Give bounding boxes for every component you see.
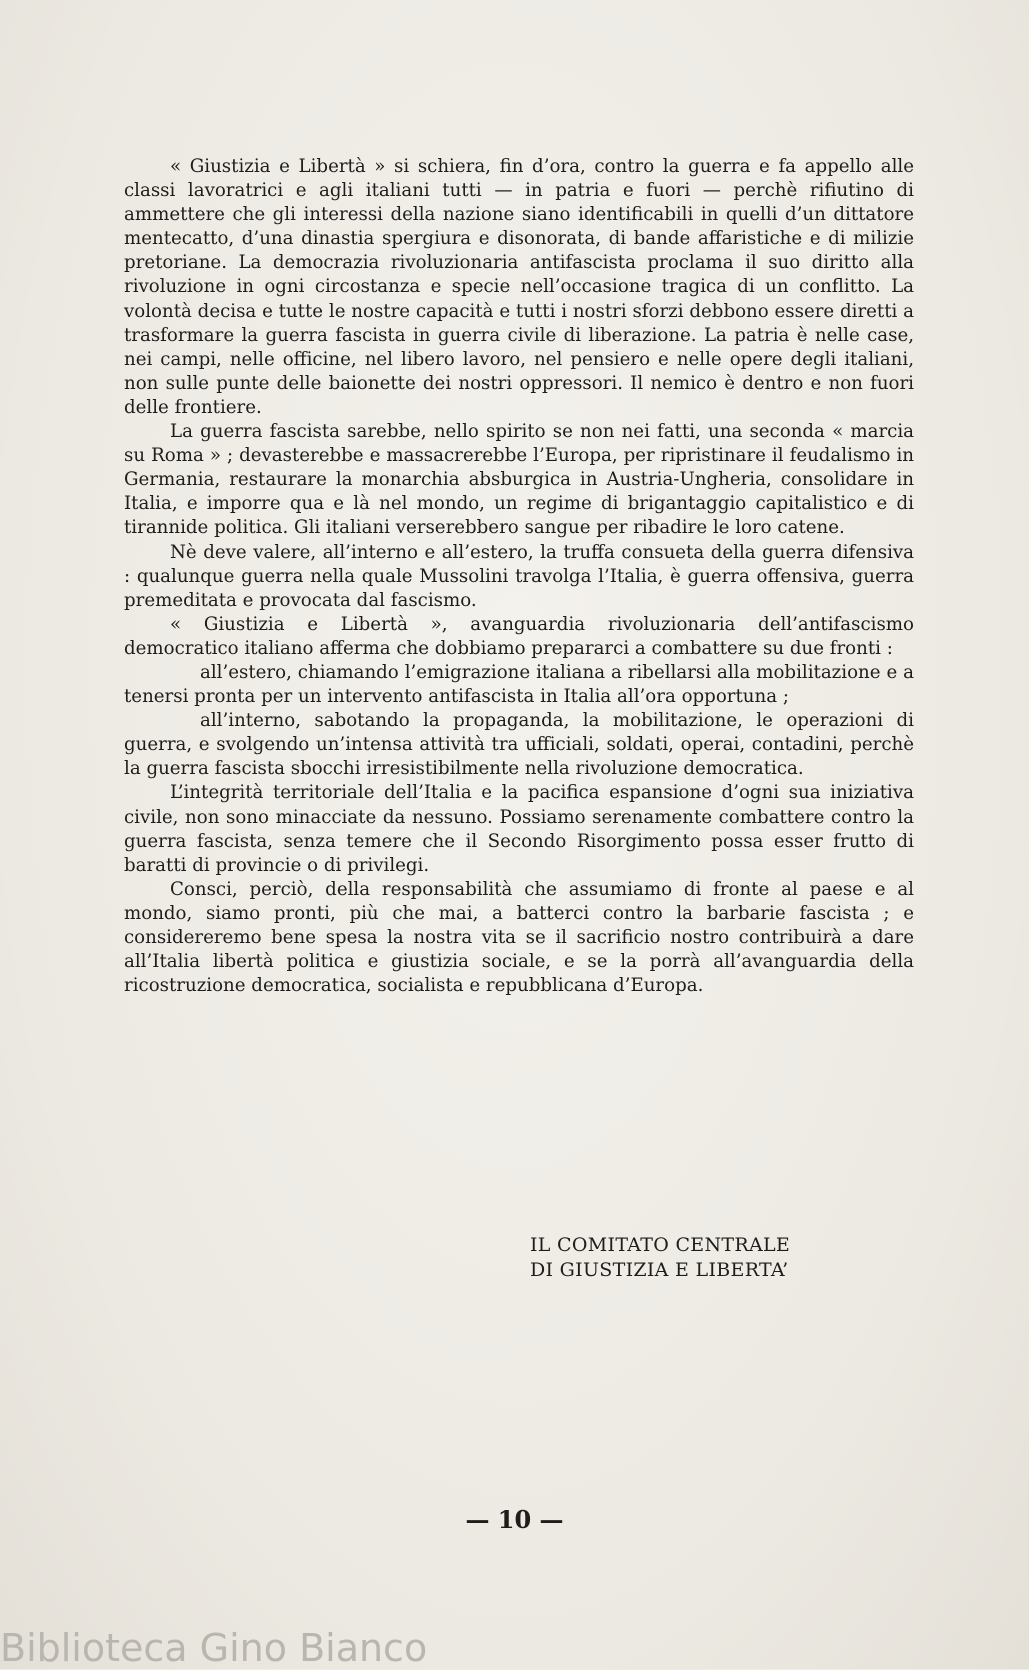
paragraph-7: L’integrità territoriale dell’Italia e la pacifica espansione d’ogni sua iniziativa civile, non sono minacciate da nessuno. Possiamo serenamente combattere contro la guerra fascista, senza temere che il Secondo Risorgimento possa esser frutto di baratti di provincie o di privilegi.	[124, 782, 914, 876]
signature-line-2: DI GIUSTIZIA E LIBERTA’	[530, 1259, 789, 1281]
paragraph-5: all’estero, chiamando l’emigrazione italiana a ribellarsi alla mobilitazione e a tenersi pronta per un intervento antifascista in Italia all’ora opportuna ;	[124, 661, 914, 708]
signature-block	[530, 1233, 790, 1283]
library-watermark: Biblioteca Gino Bianco	[0, 1626, 428, 1670]
paragraph-8: Consci, perciò, della responsabilità che assumiamo di fronte al paese e al mondo, siamo pronti, più che mai, a batterci contro la barbarie fascista ; e considereremo bene spesa la nostra vita se il sacrificio nostro contribuirà a dare all’Italia libertà politica e giustizia sociale, e se la porrà all’avanguardia della ricostruzione democratica, socialista e repubblicana d’Europa.	[124, 878, 914, 997]
signature-line-1: IL COMITATO CENTRALE	[530, 1234, 791, 1256]
body-text	[124, 155, 914, 998]
paragraph-4: « Giustizia e Libertà », avanguardia rivoluzionaria dell’antifascismo democratico italiano afferma che dobbiamo prepararci a combattere su due fronti :	[124, 613, 914, 659]
paragraph-1: « Giustizia e Libertà » si schiera, fin d’ora, contro la guerra e fa appello alle classi lavoratrici e agli italiani tutti — in patria e fuori — perchè rifiutino di ammettere che gli interessi della nazione siano identificabili in quelli d’un dittatore mentecatto, d’una dinastia spergiura e disonorata, di bande affaristiche e di milizie pretoriane. La democrazia rivoluzionaria antifascista proclama il suo diritto alla rivoluzione in ogni circostanza e specie nell’occasione tragica di un conflitto. La volontà decisa e tutte le nostre capacità e tutti i nostri sforzi debbono essere diretti a trasformare la guerra fascista in guerra civile di liberazione. La patria è nelle case, nei campi, nelle officine, nel libero lavoro, nel pensiero e nelle opere degli italiani, non sulle punte delle baionette dei nostri oppressori. Il nemico è dentro e non fuori delle frontiere.	[124, 156, 914, 418]
paragraph-6: all’interno, sabotando la propaganda, la mobilitazione, le operazioni di guerra, e svolgendo un’intensa attività tra ufficiali, soldati, operai, contadini, perchè la guerra fascista sbocchi irresistibilmente nella rivoluzione democratica.	[124, 710, 914, 780]
paragraph-2: La guerra fascista sarebbe, nello spirito se non nei fatti, una seconda « marcia su Roma » ; devasterebbe e massacrerebbe l’Europa, per ripristinare il feudalismo in Germania, restaurare la monarchia absburgica in Austria-Ungheria, consolidare in Italia, e imporre qua e là nel mondo, un regime di brigantaggio capitalistico e di tirannide politica. Gli italiani verserebbero sangue per ribadire le loro catene.	[124, 421, 914, 539]
page-number: — 10 —	[465, 1505, 564, 1534]
paragraph-3: Nè deve valere, all’interno e all’estero, la truffa consueta della guerra difensiva : qualunque guerra nella quale Mussolini travolga l’Italia, è guerra offensiva, guerra premeditata e provocata dal fascismo.	[124, 541, 914, 611]
